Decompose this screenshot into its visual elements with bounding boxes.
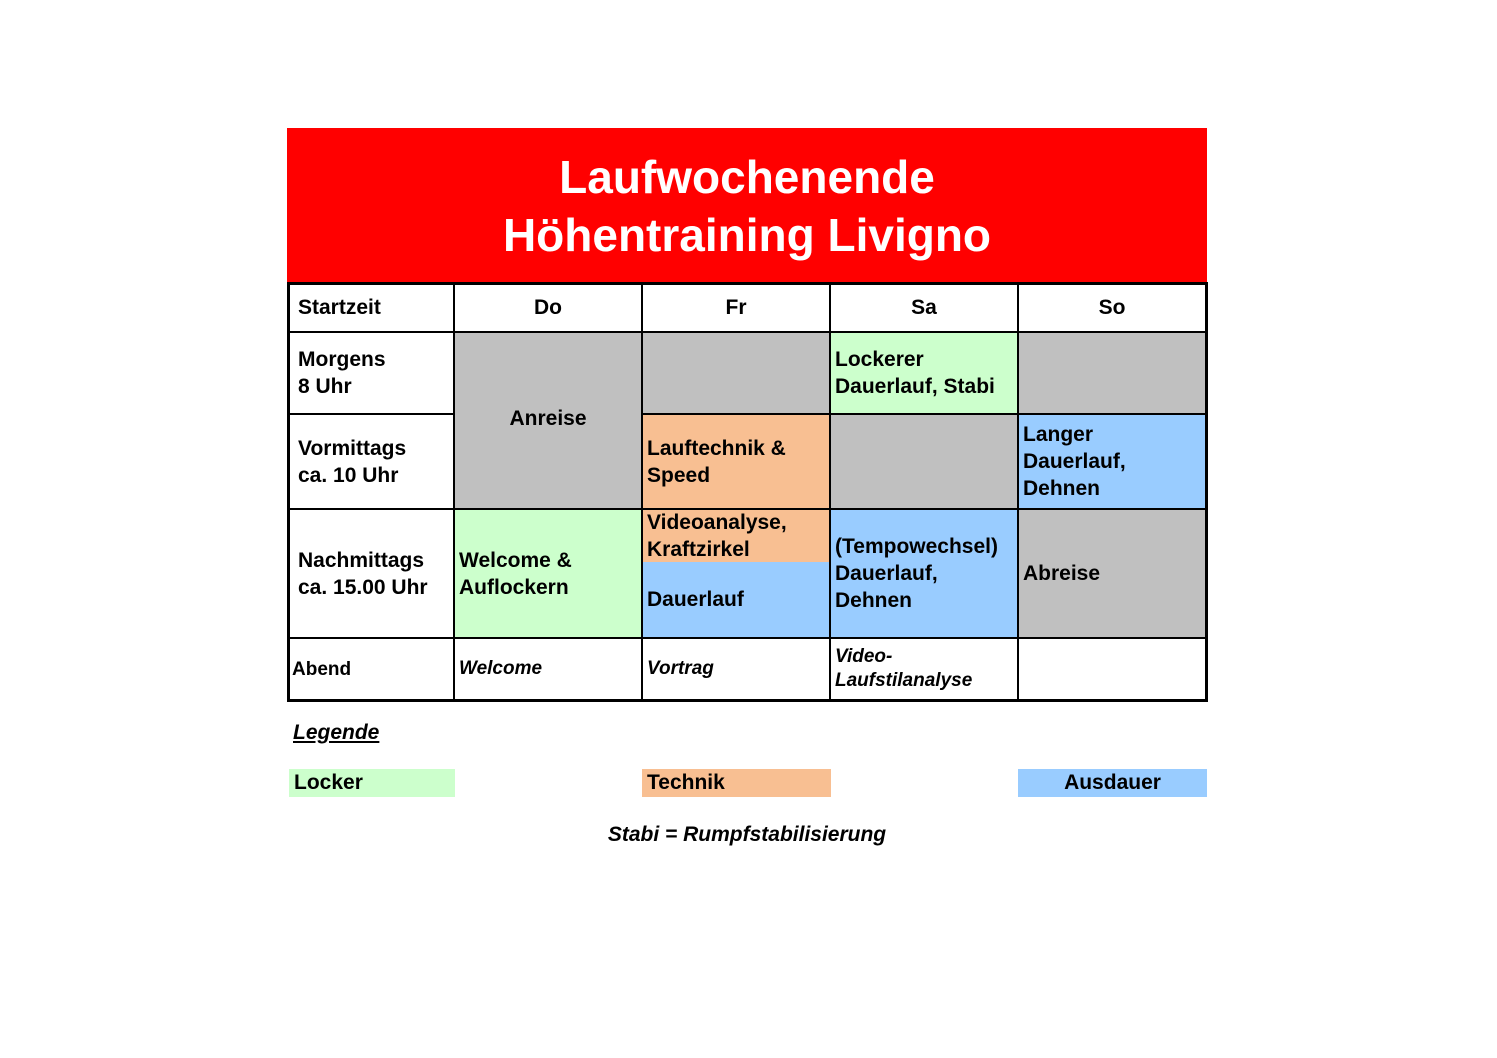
time-nachmittags: Nachmittags ca. 15.00 Uhr: [287, 510, 455, 639]
cell-sa-morgen: Lockerer Dauerlauf, Stabi: [831, 333, 1019, 415]
cell-fr-abend: Vortrag: [643, 639, 831, 701]
time-abend: Abend: [287, 639, 455, 701]
cell-fr-morgen: [643, 333, 831, 415]
time-vormittags: Vormittags ca. 10 Uhr: [287, 415, 455, 510]
header-startzeit: Startzeit: [287, 284, 455, 333]
cell-fr-nachmittag-dauerlauf: Dauerlauf: [643, 562, 831, 639]
cell-so-vormittag: Langer Dauerlauf, Dehnen: [1019, 415, 1207, 510]
cell-so-nachmittag: Abreise: [1019, 510, 1207, 639]
abbreviation-note: Stabi = Rumpfstabilisierung: [607, 823, 887, 846]
title-line-2: Höhentraining Livigno: [502, 209, 992, 261]
cell-fr-vormittag: Lauftechnik & Speed: [643, 415, 831, 510]
cell-sa-nachmittag: (Tempowechsel) Dauerlauf, Dehnen: [831, 510, 1019, 639]
cell-do-abend: Welcome: [455, 639, 643, 701]
legend-title: Legende: [293, 721, 380, 744]
legend-ausdauer: Ausdauer: [1018, 769, 1207, 797]
cell-so-morgen: [1019, 333, 1207, 415]
header-day-do: Do: [455, 284, 643, 333]
header-day-fr: Fr: [643, 284, 831, 333]
header-day-sa: Sa: [831, 284, 1019, 333]
time-morgens: Morgens 8 Uhr: [287, 333, 455, 415]
cell-do-anreise: Anreise: [455, 333, 643, 510]
legend-locker: Locker: [289, 769, 455, 797]
legend-technik: Technik: [642, 769, 831, 797]
schedule-title: [287, 128, 1207, 284]
cell-sa-vormittag: [831, 415, 1019, 510]
header-day-so: So: [1019, 284, 1207, 333]
title-line-1: Laufwochenende: [559, 151, 935, 203]
cell-so-abend: [1019, 639, 1207, 701]
cell-do-nachmittag: Welcome & Auflockern: [455, 510, 643, 639]
cell-fr-nachmittag-technik: Videoanalyse, Kraftzirkel: [643, 510, 831, 562]
cell-sa-abend: Video- Laufstilanalyse: [831, 639, 1019, 701]
